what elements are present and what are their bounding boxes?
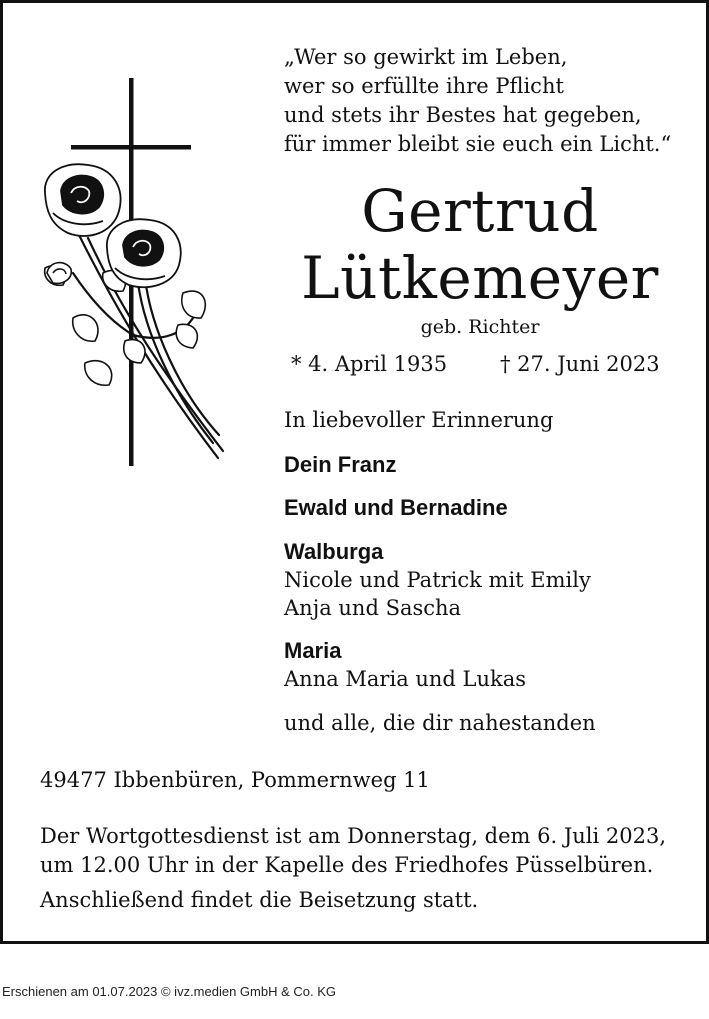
mourner-group-head: Ewald und Bernadine bbox=[284, 495, 508, 520]
mourner-member: Anja und Sascha bbox=[284, 596, 462, 620]
quote-line: wer so erfüllte ihre Pflicht bbox=[284, 74, 564, 98]
last-name: Lütkemeyer bbox=[301, 244, 659, 312]
address: 49477 Ibbenbüren, Pommernweg 11 bbox=[40, 768, 430, 792]
cross-with-roses-icon bbox=[33, 73, 243, 473]
birth-name: geb. Richter bbox=[420, 316, 540, 338]
mourners-closing: und alle, die dir nahestanden bbox=[284, 711, 596, 735]
mourner-member: Anna Maria und Lukas bbox=[284, 667, 527, 691]
mourner-group-head: Walburga bbox=[284, 539, 384, 564]
death-date: † 27. Juni 2023 bbox=[500, 352, 660, 376]
first-name: Gertrud bbox=[361, 177, 599, 245]
service-line: um 12.00 Uhr in der Kapelle des Friedhofes Püsselbüren. bbox=[40, 853, 654, 877]
quote-line: für immer bleibt sie euch ein Licht.“ bbox=[284, 132, 672, 156]
mourners-intro: In liebevoller Erinnerung bbox=[284, 408, 554, 432]
burial-note: Anschließend findet die Beisetzung statt. bbox=[40, 888, 479, 912]
mourner-group-head: Dein Franz bbox=[284, 452, 397, 477]
mourner-member: Nicole und Patrick mit Emily bbox=[284, 568, 591, 592]
quote-line: und stets ihr Bestes hat gegeben, bbox=[284, 103, 642, 127]
mourner-group-head: Maria bbox=[284, 638, 342, 663]
service-line: Der Wortgottesdienst ist am Donnerstag, dem 6. Juli 2023, bbox=[40, 824, 667, 848]
publication-footer: Erschienen am 01.07.2023 © ivz.medien GmbH & Co. KG bbox=[2, 984, 337, 999]
quote-line: „Wer so gewirkt im Leben, bbox=[284, 45, 568, 69]
birth-date: * 4. April 1935 bbox=[291, 352, 448, 376]
